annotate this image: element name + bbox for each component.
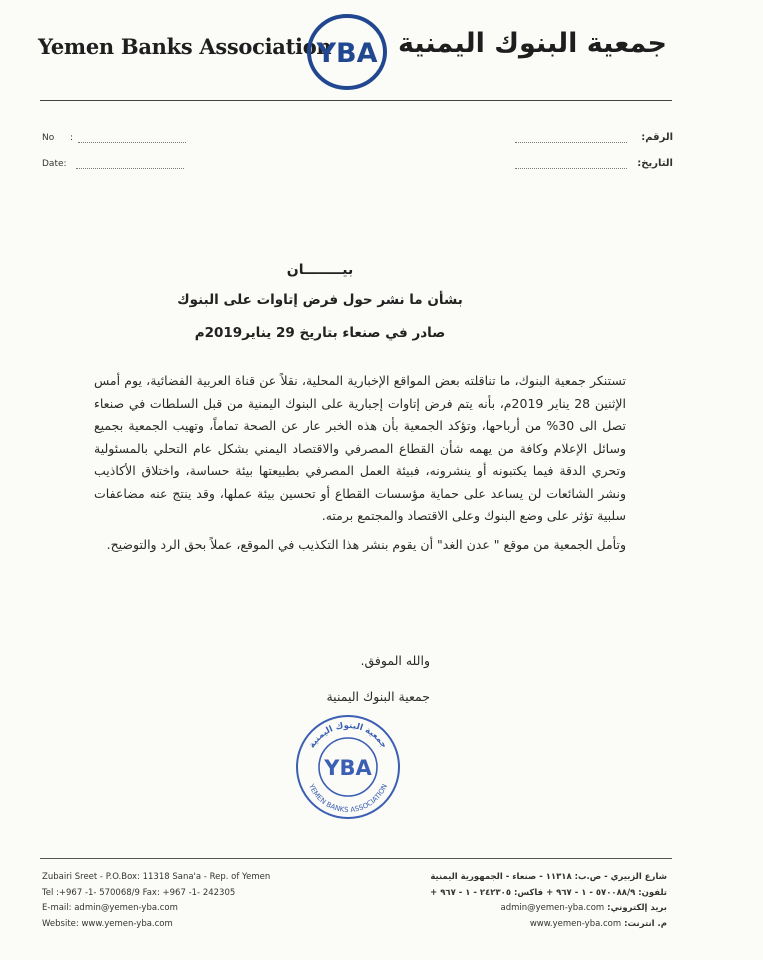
date-field-ar [515, 143, 673, 169]
association-name-en: Yemen Banks Association [38, 34, 332, 59]
statement-paragraph-2: وتأمل الجمعية من موقع " عدن الغد" أن يقوم بنشر هذا التكذيب في الموقع، عملاً بحق الرد والتوضيح. [106, 536, 626, 552]
footer-divider [40, 858, 672, 859]
stamp-ring-text-en: YEMEN BANKS ASSOCIATION [307, 782, 389, 815]
logo-text: YBA [316, 38, 378, 69]
reference-fields-en [42, 117, 186, 169]
date-blank [76, 159, 184, 169]
footer-website-en: Website: www.yemen-yba.com [42, 918, 173, 929]
footer-website-ar [430, 917, 667, 933]
footer-contact-en [42, 870, 270, 932]
header-divider [40, 100, 672, 101]
number-label-ar: الرقم: [641, 132, 673, 143]
statement-issued: صادر في صنعاء بتاريخ 29 يناير2019م [194, 325, 446, 341]
date-blank-ar [515, 159, 627, 169]
footer-email-en: E-mail: admin@yemen-yba.com [42, 903, 178, 913]
yba-logo-icon [305, 12, 389, 92]
statement-heading [150, 262, 490, 341]
signatory: جمعية البنوك اليمنية [326, 689, 430, 704]
footer-phone-ar: تلفون: ٥٧٠٠٨٨/٩ - ١ - ٩٦٧ + فاكس: ٢٤٢٣٠٥ - ١ - ٩٦٧ + [430, 887, 667, 898]
number-field-en: No : [42, 117, 186, 143]
stamp-center-text: YBA [324, 756, 372, 780]
date-field-en [42, 143, 186, 169]
stamp-ring-text-ar: جمعية البنوك اليمنية [307, 720, 389, 751]
statement-body [94, 370, 626, 562]
footer-phone-en: Tel :+967 -1- 570068/9 Fax: +967 -1- 242305 [42, 887, 236, 898]
association-name-ar: جمعية البنوك اليمنية [397, 28, 667, 59]
number-blank [78, 133, 186, 143]
statement-subject: بشأن ما نشر حول فرض إتاوات على البنوك [177, 292, 463, 308]
statement-paragraph-1: تستنكر جمعية البنوك، ما تناقلته بعض المواقع الإخبارية المحلية، نقلاً عن قناة العربية الفضائية، يوم أمس الإثنين 28 يناير 2019م، بأنه يتم فرض إتاوات إجبارية على البنوك اليمنية من قبل السلطات في صنعاء تصل الى 30% من أرباحها، وتؤكد الجمعية بأن هذه الخبر عار عن الصحة تماماً، وتهيب الجمعية بجميع وسائل الإعلام وكافة من يهمه شأن القطاع المصرفي والاقتصاد اليمني بشكل عام التحلي بالمسئولية وتحري الدقة فيما يكتبونه أو ينشرونه، فبيئة العمل المصرفي بطبيعتها بيئة حساسة، واختلاق الأكاذيب ونشر الشائعات لن يساعد على حماية مؤسسات القطاع أو تحسين بيئة عملها، وقد ينتج عنه مضاعفات سلبية تؤثر على وضع البنوك وعلى الاقتصاد والمجتمع برمته. [94, 373, 626, 523]
footer-address-en: Zubairi Sreet - P.O.Box: 11318 Sana'a - Rep. of Yemen [42, 872, 271, 882]
footer-email-value: admin@yemen-yba.com [500, 903, 605, 913]
statement-closing [220, 650, 430, 708]
number-blank-ar [515, 133, 627, 143]
footer-address-ar: شارع الزبيري - ص.ب: ١١٣١٨ - صنعاء - الجمهورية اليمنية [430, 872, 667, 882]
footer-email-label-ar: بريد إلكتروني: [607, 903, 667, 913]
statement-title: بيــــــــان [286, 262, 354, 278]
closing-line: والله الموفق. [360, 653, 430, 668]
number-field-ar [515, 117, 673, 143]
association-stamp-icon [292, 712, 404, 822]
date-label-ar: التاريخ: [637, 158, 673, 169]
footer-contact-ar [430, 870, 667, 932]
reference-fields-ar [515, 117, 673, 169]
date-label: Date: [42, 159, 67, 169]
footer-website-label-ar: م. انترنت: [624, 918, 667, 929]
footer-website-value: www.yemen-yba.com [529, 918, 622, 929]
number-label: No [42, 133, 55, 143]
footer-email-ar [430, 901, 667, 917]
